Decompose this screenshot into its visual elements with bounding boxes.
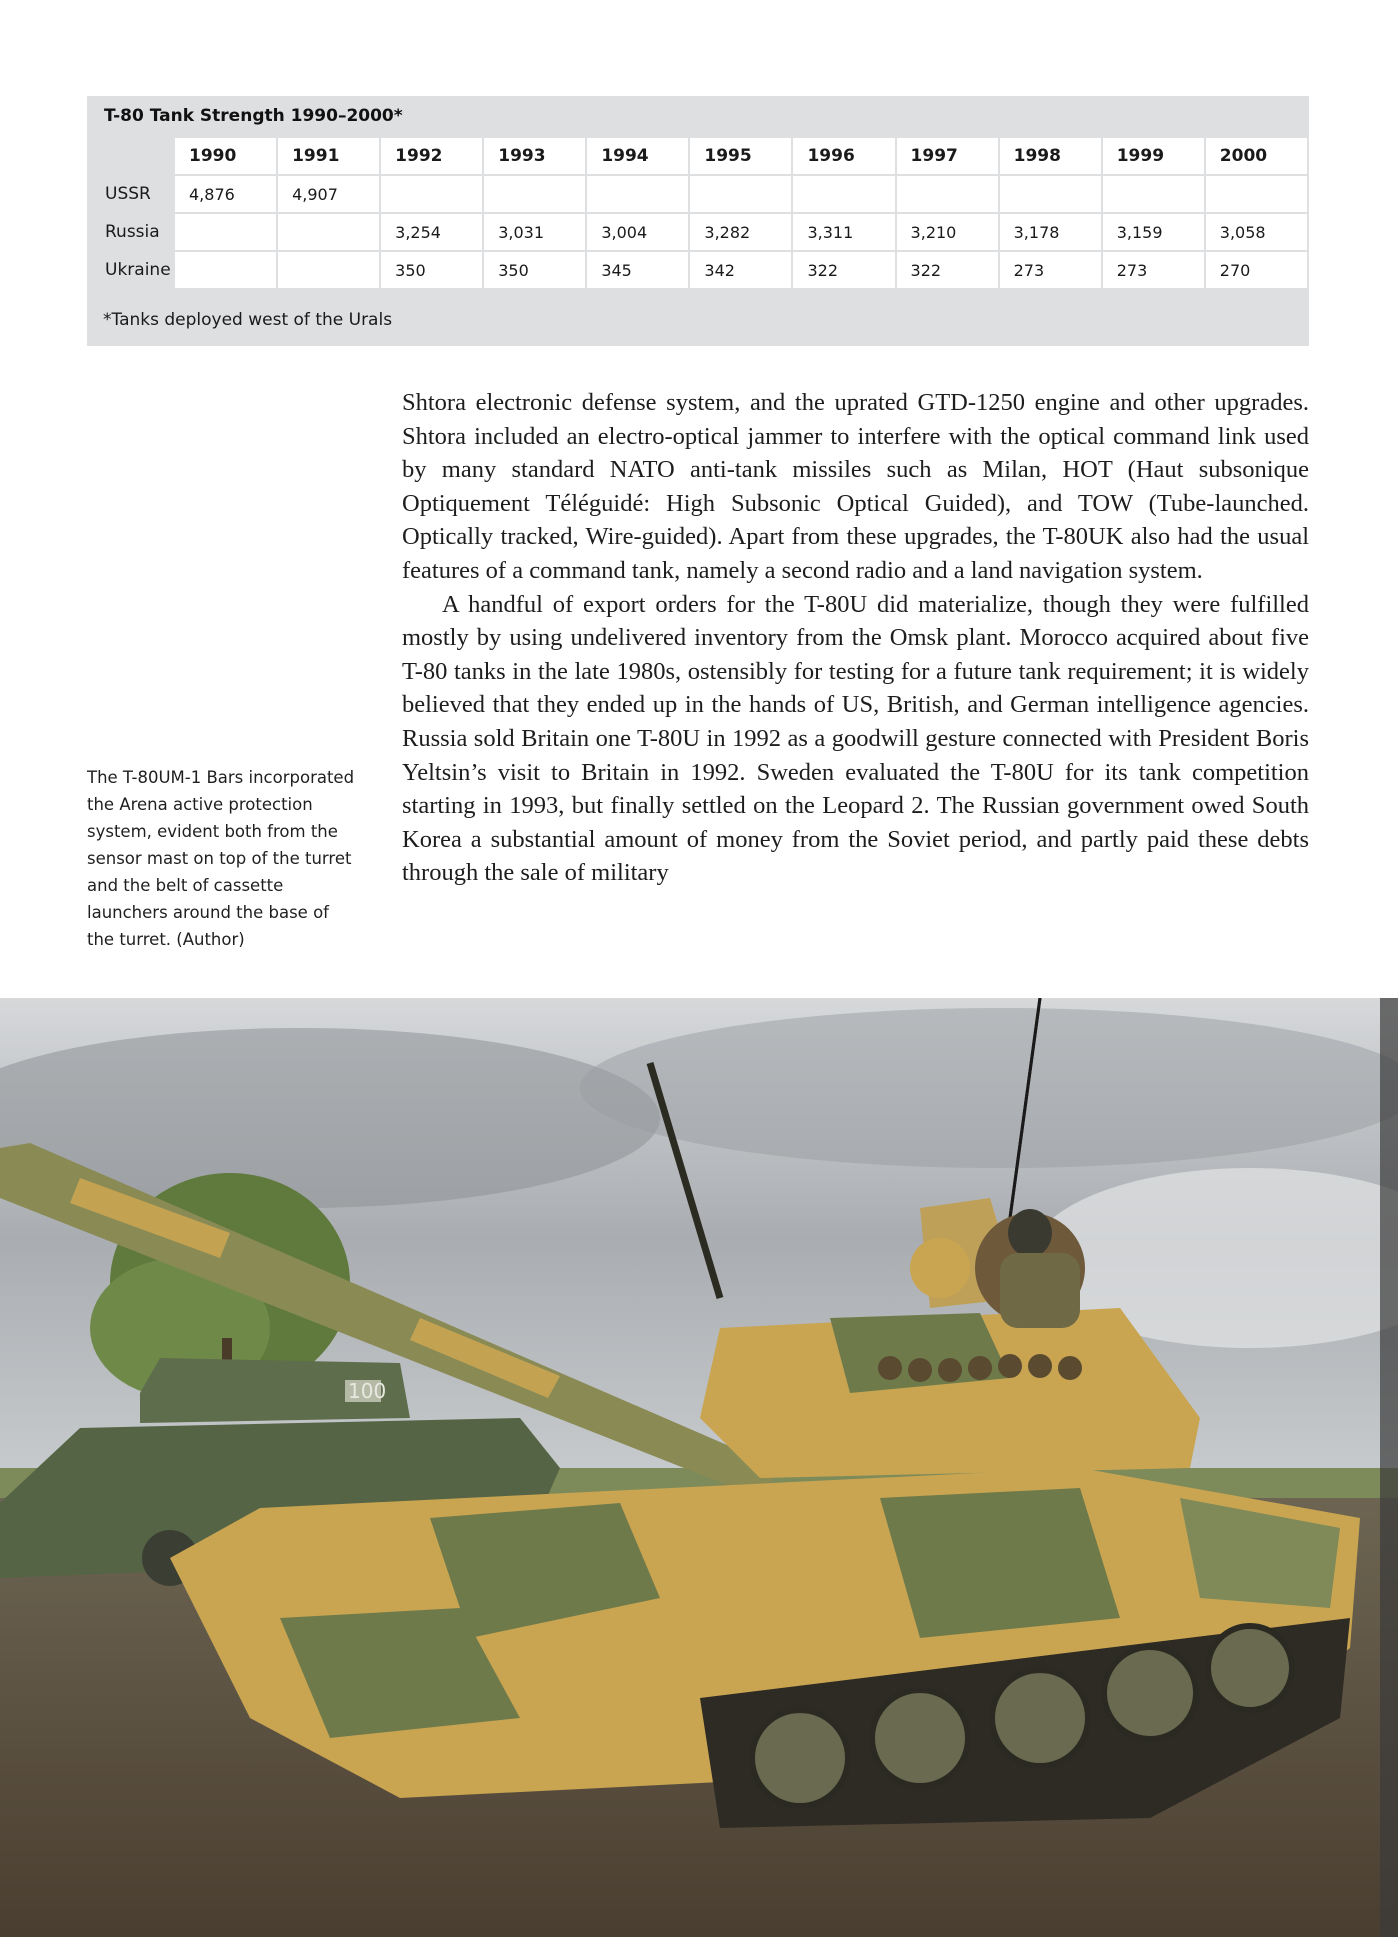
year-header: 1996 bbox=[793, 138, 894, 174]
year-header: 1998 bbox=[1000, 138, 1101, 174]
year-header: 1990 bbox=[175, 138, 276, 174]
table-cell: 350 bbox=[381, 252, 482, 288]
table-cell: 322 bbox=[793, 252, 894, 288]
table-cell: 273 bbox=[1000, 252, 1101, 288]
year-header: 1995 bbox=[690, 138, 791, 174]
table-cell: 322 bbox=[897, 252, 998, 288]
row-label: Ukraine bbox=[105, 260, 171, 280]
turret-number: 100 bbox=[348, 1379, 387, 1403]
table-cell bbox=[587, 176, 688, 212]
year-header: 2000 bbox=[1206, 138, 1307, 174]
table-cell bbox=[690, 176, 791, 212]
year-header: 1992 bbox=[381, 138, 482, 174]
table-cell: 3,178 bbox=[1000, 214, 1101, 250]
table-row-russia bbox=[89, 214, 1307, 250]
row-label: USSR bbox=[105, 184, 151, 204]
table-cell: 3,311 bbox=[793, 214, 894, 250]
table-header-row bbox=[89, 138, 1307, 174]
year-header: 1997 bbox=[897, 138, 998, 174]
table-cell: 4,907 bbox=[278, 176, 379, 212]
body-paragraph: A handful of export orders for the T-80U did materialize, though they were fulfilled mostly by using undelivered inventory from the Omsk plant. Morocco acquired about five T-80 tanks in the late 1980s, ostensibly for testing for a future tank requirement; it is widely believed that they ended up in the hands of US, British, and German intelligence agencies. Russia sold Britain one T-80U in 1992 as a goodwill gesture connected with President Boris Yeltsin’s visit to Britain in 1992. Sweden evaluated the T-80U for its tank competition starting in 1993, but finally settled on the Leopard 2. The Russian government owed South Korea a substantial amount of money from the Soviet period, and partly paid these debts through the sale of military bbox=[402, 590, 1309, 887]
body-paragraph: Shtora electronic defense system, and the uprated GTD-1250 engine and other upgrades. Shtora included an electro-optical jammer to interfere with the optical command link used by many standard NATO anti-tank missiles such as Milan, HOT (Haut subsonique Optiquement Téléguidé: High Subsonic Optical Guided), and TOW (Tube-launched. Optically tracked, Wire-guided). Apart from these upgrades, the T-80UK also had the usual features of a command tank, namely a second radio and a land navigation system. bbox=[402, 389, 1309, 584]
table-footnote: *Tanks deployed west of the Urals bbox=[103, 310, 393, 330]
year-header: 1993 bbox=[484, 138, 585, 174]
cloud bbox=[580, 1008, 1398, 1168]
table-cell: 4,876 bbox=[175, 176, 276, 212]
year-header: 1991 bbox=[278, 138, 379, 174]
table-cell: 3,159 bbox=[1103, 214, 1204, 250]
table-corner-cell bbox=[89, 138, 173, 174]
table-cell bbox=[175, 252, 276, 288]
table-cell: 3,004 bbox=[587, 214, 688, 250]
table-cell: 3,282 bbox=[690, 214, 791, 250]
table-row-ussr bbox=[89, 176, 1307, 212]
table-cell: 273 bbox=[1103, 252, 1204, 288]
tank-photo bbox=[0, 998, 1398, 1937]
table-cell bbox=[1000, 176, 1101, 212]
table-cell bbox=[1206, 176, 1307, 212]
table-cell: 3,254 bbox=[381, 214, 482, 250]
table-cell bbox=[1103, 176, 1204, 212]
table-cell: 345 bbox=[587, 252, 688, 288]
table-cell: 342 bbox=[690, 252, 791, 288]
photo-caption: The T-80UM-1 Bars incorporated the Arena active protection system, evident both from the sensor mast on top of the turret and the belt of cassette launchers around the base of the turret. (Author) bbox=[87, 768, 355, 949]
year-header: 1999 bbox=[1103, 138, 1204, 174]
table-cell: 270 bbox=[1206, 252, 1307, 288]
table-cell bbox=[484, 176, 585, 212]
row-label: Russia bbox=[105, 222, 160, 242]
tank-strength-table bbox=[87, 96, 1309, 346]
table-cell bbox=[793, 176, 894, 212]
table-cell bbox=[278, 252, 379, 288]
year-header: 1994 bbox=[587, 138, 688, 174]
table-cell: 3,031 bbox=[484, 214, 585, 250]
table-cell: 3,210 bbox=[897, 214, 998, 250]
table-title: T-80 Tank Strength 1990–2000* bbox=[104, 106, 403, 126]
table-cell bbox=[278, 214, 379, 250]
tank-photo-illustration bbox=[0, 998, 1398, 1937]
table-row-ukraine bbox=[89, 252, 1307, 288]
table-cell bbox=[175, 214, 276, 250]
table-cell bbox=[381, 176, 482, 212]
body-text bbox=[402, 386, 1309, 890]
table-grid bbox=[87, 136, 1309, 290]
table-cell bbox=[897, 176, 998, 212]
table-cell: 350 bbox=[484, 252, 585, 288]
table-cell: 3,058 bbox=[1206, 214, 1307, 250]
